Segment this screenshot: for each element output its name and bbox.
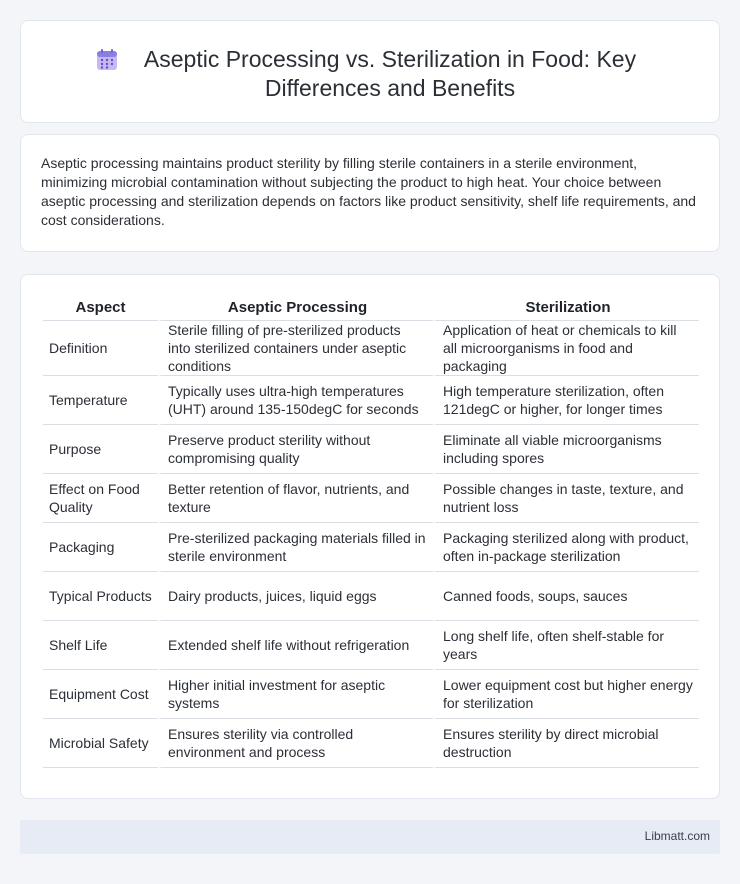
table-row bbox=[43, 572, 699, 621]
comparison-card bbox=[20, 274, 720, 799]
intro-paragraph: Aseptic processing maintains product sterility by filling sterile containers in a sterile environment, minimizing microbial contamination without subjecting the product to high heat. Your choice between aseptic processing and sterilization depends on factors like product sensitivity, shelf life requirements, and cost considerations. bbox=[41, 155, 696, 228]
cell-sterilization: Canned foods, soups, sauces bbox=[433, 572, 699, 621]
footer-brand-link[interactable]: Libmatt.com bbox=[644, 829, 710, 843]
cell-sterilization: High temperature sterilization, often 121degC or higher, for longer times bbox=[433, 376, 699, 425]
header-aseptic-processing: Aseptic Processing bbox=[158, 297, 433, 321]
comparison-table bbox=[43, 297, 699, 768]
cell-aspect: Equipment Cost bbox=[43, 670, 158, 719]
cell-aspect: Typical Products bbox=[43, 572, 158, 621]
table-row bbox=[43, 621, 699, 670]
table-row bbox=[43, 523, 699, 572]
cell-sterilization: Eliminate all viable microorganisms including spores bbox=[433, 425, 699, 474]
table-row bbox=[43, 425, 699, 474]
table-header-row bbox=[43, 297, 699, 321]
cell-aspect: Microbial Safety bbox=[43, 719, 158, 768]
cell-aspect: Packaging bbox=[43, 523, 158, 572]
intro-card bbox=[20, 134, 720, 252]
table-row bbox=[43, 670, 699, 719]
table-row bbox=[43, 376, 699, 425]
cell-aspect: Temperature bbox=[43, 376, 158, 425]
title-card bbox=[20, 20, 720, 123]
cell-sterilization: Packaging sterilized along with product, often in-package sterilization bbox=[433, 523, 699, 572]
cell-sterilization: Ensures sterility by direct microbial destruction bbox=[433, 719, 699, 768]
cell-aseptic: Higher initial investment for aseptic systems bbox=[158, 670, 433, 719]
cell-aseptic: Extended shelf life without refrigeration bbox=[158, 621, 433, 670]
cell-aseptic: Pre-sterilized packaging materials filled in sterile environment bbox=[158, 523, 433, 572]
page-title: Aseptic Processing vs. Sterilization in Food: Key Differences and Benefits bbox=[143, 46, 637, 101]
cell-aspect: Definition bbox=[43, 321, 158, 376]
cell-aseptic: Better retention of flavor, nutrients, and texture bbox=[158, 474, 433, 523]
cell-sterilization: Application of heat or chemicals to kill all microorganisms in food and packaging bbox=[433, 321, 699, 376]
footer-bar bbox=[20, 820, 720, 854]
header-aspect: Aspect bbox=[43, 297, 158, 321]
table-row bbox=[43, 719, 699, 768]
cell-aspect: Purpose bbox=[43, 425, 158, 474]
cell-sterilization: Long shelf life, often shelf-stable for years bbox=[433, 621, 699, 670]
cell-aseptic: Typically uses ultra-high temperatures (UHT) around 135-150degC for seconds bbox=[158, 376, 433, 425]
cell-aseptic: Preserve product sterility without compromising quality bbox=[158, 425, 433, 474]
cell-sterilization: Possible changes in taste, texture, and nutrient loss bbox=[433, 474, 699, 523]
cell-aspect: Shelf Life bbox=[43, 621, 158, 670]
cell-aseptic: Ensures sterility via controlled environment and process bbox=[158, 719, 433, 768]
cell-aseptic: Dairy products, juices, liquid eggs bbox=[158, 572, 433, 621]
table-row bbox=[43, 321, 699, 376]
cell-aspect: Effect on Food Quality bbox=[43, 474, 158, 523]
cell-sterilization: Lower equipment cost but higher energy for sterilization bbox=[433, 670, 699, 719]
cell-aseptic: Sterile filling of pre-sterilized products into sterilized containers under aseptic conditions bbox=[158, 321, 433, 376]
header-sterilization: Sterilization bbox=[433, 297, 699, 321]
table-row bbox=[43, 474, 699, 523]
